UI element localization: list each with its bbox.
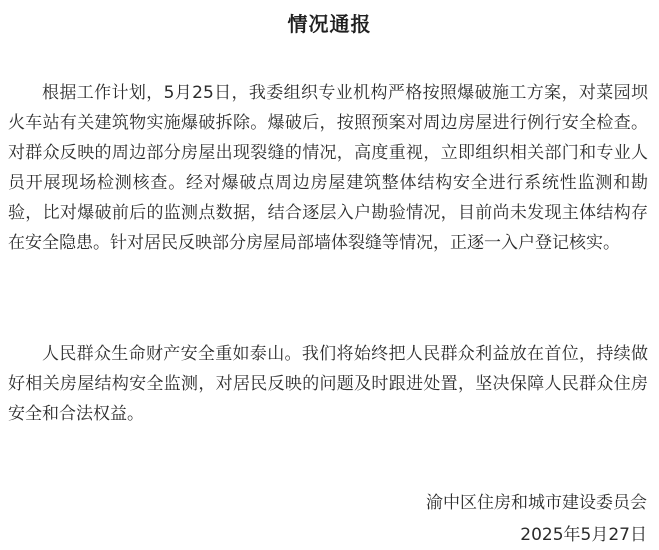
notice-paragraph-1: 根据工作计划，5月25日，我委组织专业机构严格按照爆破施工方案，对菜园坝火车站有关建筑物实施爆破拆除。爆破后，按照预案对周边房屋进行例行安全检查。对群众反映的周边部分房屋出现裂缝的情况，高度重视，立即组织相关部门和专业人员开展现场检测核查。经对爆破点周边房屋建筑整体结构安全进行系统性监测和勘验，比对爆破前后的监测点数据，结合逐层入户勘验情况，目前尚未发现主体结构存在安全隐患。针对居民反映部分房屋局部墙体裂缝等情况，正逐一入户登记核实。 (8, 83, 648, 253)
notice-title: 情况通报 (287, 12, 372, 36)
issue-date: 2025年5月27日 (520, 525, 647, 545)
issuer-name: 渝中区住房和城市建设委员会 (426, 493, 647, 513)
notice-paragraph-2: 人民群众生命财产安全重如泰山。我们将始终把人民群众利益放在首位，持续做好相关房屋结构安全监测，对居民反映的问题及时跟进处置，坚决保障人民群众住房安全和合法权益。 (8, 344, 648, 424)
